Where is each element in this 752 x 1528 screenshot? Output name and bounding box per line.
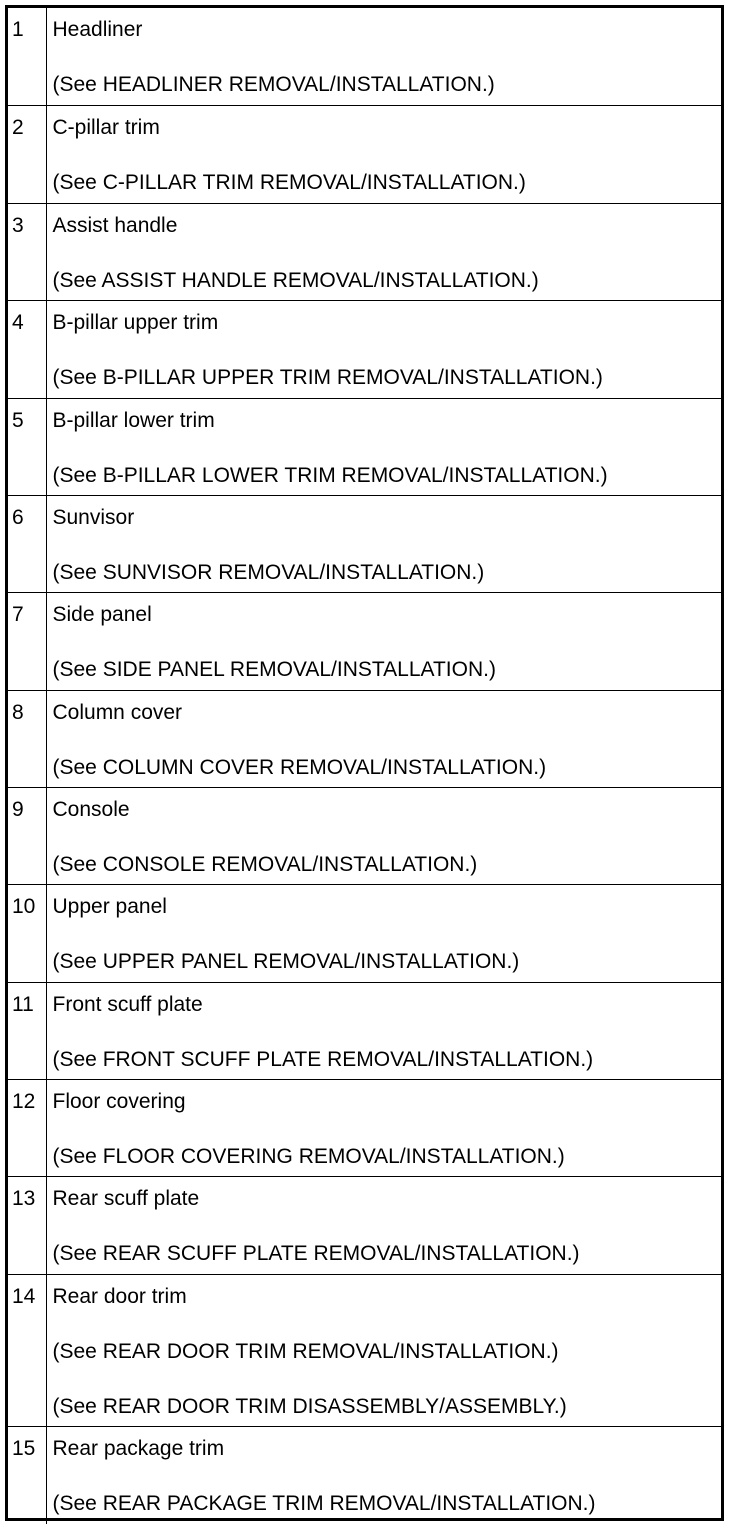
table-row: [8, 884, 721, 982]
part-name: C-pillar trim: [52, 115, 160, 139]
table-row: [8, 495, 721, 592]
procedure-reference[interactable]: (See REAR PACKAGE TRIM REMOVAL/INSTALLATION.): [52, 1491, 596, 1515]
item-description: [46, 1079, 721, 1176]
procedure-reference[interactable]: (See FRONT SCUFF PLATE REMOVAL/INSTALLATION.): [52, 1047, 594, 1071]
table-row: [8, 1426, 721, 1524]
procedure-reference[interactable]: (See SUNVISOR REMOVAL/INSTALLATION.): [52, 560, 485, 584]
item-number: 13: [8, 1176, 46, 1274]
item-description: [46, 203, 721, 300]
table-row: [8, 300, 721, 398]
part-name: Assist handle: [52, 213, 178, 237]
table-row: [8, 1274, 721, 1426]
item-number: 11: [8, 982, 46, 1079]
table-row: [8, 982, 721, 1079]
part-name: B-pillar upper trim: [52, 310, 219, 334]
item-number: 3: [8, 203, 46, 300]
item-number: 2: [8, 105, 46, 203]
item-description: [46, 495, 721, 592]
item-number: 10: [8, 884, 46, 982]
item-number: 5: [8, 398, 46, 495]
part-name: Side panel: [52, 602, 152, 626]
procedure-reference[interactable]: (See REAR DOOR TRIM DISASSEMBLY/ASSEMBLY.): [52, 1394, 567, 1418]
item-number: 6: [8, 495, 46, 592]
part-name: Floor covering: [52, 1089, 186, 1113]
table-row: [8, 1079, 721, 1176]
item-description: [46, 982, 721, 1079]
item-number: 8: [8, 690, 46, 787]
procedure-reference[interactable]: (See REAR SCUFF PLATE REMOVAL/INSTALLATION.): [52, 1241, 580, 1265]
table-row: [8, 787, 721, 884]
part-name: Sunvisor: [52, 505, 135, 529]
procedure-reference[interactable]: (See FLOOR COVERING REMOVAL/INSTALLATION.): [52, 1144, 565, 1168]
parts-table-body: [8, 8, 721, 1524]
item-number: 1: [12, 18, 24, 41]
part-name: Front scuff plate: [52, 992, 203, 1016]
table-row: [8, 203, 721, 300]
part-name: Upper panel: [52, 894, 167, 918]
item-number: 4: [8, 300, 46, 398]
part-name: Column cover: [52, 700, 183, 724]
parts-table: [8, 8, 721, 1524]
part-name: Headliner: [52, 18, 143, 41]
item-number: 7: [8, 592, 46, 690]
item-description: [46, 105, 721, 203]
item-description: [46, 592, 721, 690]
table-row: [8, 8, 721, 105]
item-description: [46, 1426, 721, 1524]
parts-table-frame: [5, 5, 724, 1521]
procedure-reference[interactable]: (See UPPER PANEL REMOVAL/INSTALLATION.): [52, 949, 520, 973]
procedure-reference[interactable]: (See REAR DOOR TRIM REMOVAL/INSTALLATION.): [52, 1339, 559, 1363]
item-description: [46, 1176, 721, 1274]
procedure-reference[interactable]: (See B-PILLAR UPPER TRIM REMOVAL/INSTALLATION.): [52, 365, 603, 389]
part-name: Console: [52, 797, 130, 821]
procedure-reference[interactable]: (See C-PILLAR TRIM REMOVAL/INSTALLATION.): [52, 170, 526, 194]
item-description: [46, 398, 721, 495]
item-description: [46, 884, 721, 982]
part-name: Rear door trim: [52, 1284, 187, 1308]
part-name: Rear package trim: [52, 1436, 225, 1460]
procedure-reference[interactable]: (See B-PILLAR LOWER TRIM REMOVAL/INSTALLATION.): [52, 463, 608, 487]
item-number: 14: [8, 1274, 46, 1426]
procedure-reference[interactable]: (See HEADLINER REMOVAL/INSTALLATION.): [52, 73, 495, 96]
procedure-reference[interactable]: (See COLUMN COVER REMOVAL/INSTALLATION.): [52, 755, 547, 779]
item-description: [46, 690, 721, 787]
item-description: [46, 1274, 721, 1426]
procedure-reference[interactable]: (See SIDE PANEL REMOVAL/INSTALLATION.): [52, 657, 496, 681]
part-name: Rear scuff plate: [52, 1186, 200, 1210]
procedure-reference[interactable]: (See CONSOLE REMOVAL/INSTALLATION.): [52, 852, 478, 876]
item-description: [46, 300, 721, 398]
table-row: [8, 105, 721, 203]
table-row: [8, 1176, 721, 1274]
table-row: [8, 398, 721, 495]
part-name: B-pillar lower trim: [52, 408, 215, 432]
item-number: 9: [8, 787, 46, 884]
table-row: [8, 592, 721, 690]
table-row: [8, 690, 721, 787]
item-number: 12: [8, 1079, 46, 1176]
procedure-reference[interactable]: (See ASSIST HANDLE REMOVAL/INSTALLATION.): [52, 268, 539, 292]
item-description: [46, 787, 721, 884]
item-number: 15: [8, 1426, 46, 1524]
item-description: [46, 8, 721, 105]
